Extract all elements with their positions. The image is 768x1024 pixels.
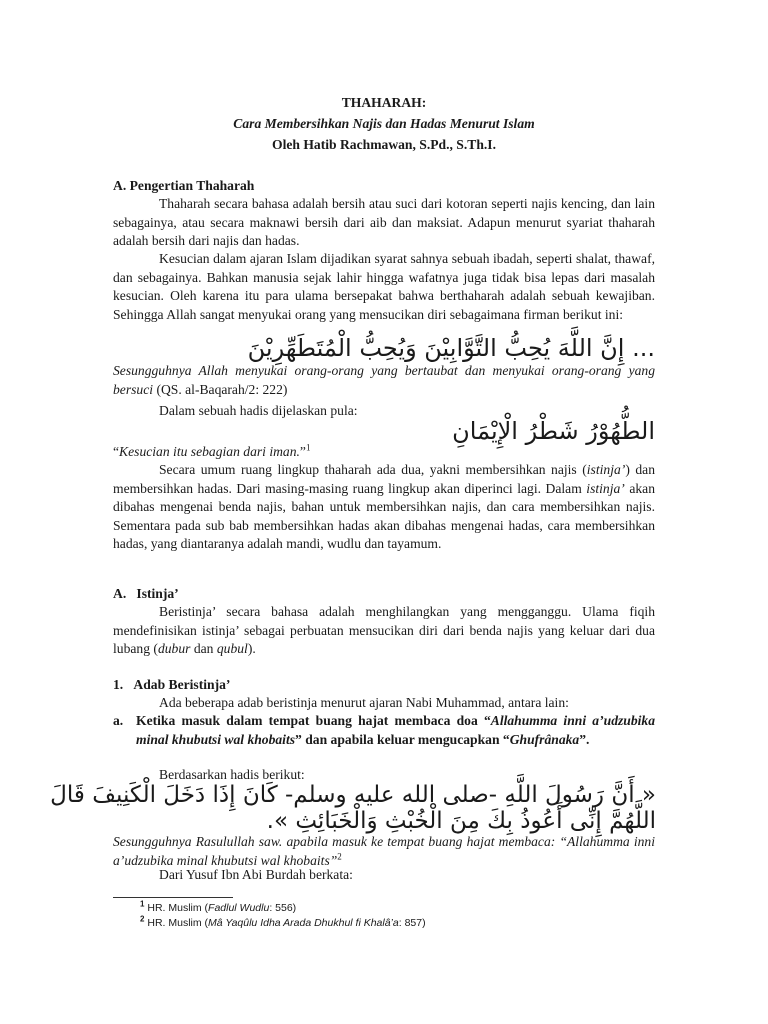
footnote-number: 2 [140, 914, 145, 924]
adab-translation-text: Sesungguhnya Rasulullah saw. apabila masuk ke tempat buang hajat membaca: “Allahumma inni a’udzubika minal khubutsi wal khobaits” [113, 834, 655, 868]
section-heading-pengertian: A. Pengertian Thaharah [113, 178, 255, 193]
arabic-hadith: الطُّهُوْرُ شَطْرُ الْإِيْمَانِ [452, 417, 655, 445]
list-marker-a: a. [113, 713, 124, 728]
footnote-2 [140, 916, 426, 930]
paragraph-kesucian: Kesucian dalam ajaran Islam dijadikan syarat sahnya sebuah ibadah, seperti shalat, thawaf, dan sebagainya. Bahkan manusia sejak lahir hingga wafatnya juga tidak bisa lepas dari masalah kesucian. Oleh karena itu para ulama bersepakat bahwa berthaharah adalah sebuah kewajiban. Sehingga Allah sangat menyukai orang yang mensucikan diri sebagaimana firman berikut ini: [113, 251, 655, 322]
footnote-source: Mâ Yaqûlu Idha Arada Dhukhul fi Khalâ’a [208, 917, 399, 929]
hadith-translation-text: Kesucian itu sebagian dari iman. [119, 444, 300, 459]
footnote-1 [140, 901, 296, 915]
text: ). [247, 641, 256, 656]
author-line: Oleh Hatib Rachmawan, S.Pd., S.Th.I. [272, 137, 496, 152]
list-item-a [136, 712, 655, 749]
footnote-divider [113, 897, 233, 898]
term-istinja: istinja’ [586, 480, 625, 496]
text: HR. Muslim ( [144, 902, 209, 914]
page-title: THAHARAH: [341, 95, 427, 110]
section-heading-istinja: A. Istinja’ [113, 586, 179, 601]
arabic-hadith-line-2: اللَّهُمَّ إِنِّى أَعُوذُ بِكَ مِنَ الْخُبْثِ وَالْخَبَائِثِ ». [266, 808, 656, 834]
adab-hadith-intro: Berdasarkan hadis berikut: [159, 767, 305, 782]
footnote-number: 1 [140, 899, 145, 909]
paragraph-istinja [113, 603, 655, 659]
text: ” dan apabila keluar mengucapkan “ [295, 731, 510, 747]
paragraph-definition: Thaharah secara bahasa adalah bersih atau suci dari kotoran seperti najis kencing, dan lain sebagainya, atau secara maknawi bersih dari aib dan maksiat. Adapun menurut syariat thaharah adalah bersih dari najis dan hadas. [113, 196, 655, 248]
arabic-hadith-line-1: « أَنَّ رَسُولَ اللَّهِ -صلى الله عليه وسلم- كَانَ إِذَا دَخَلَ الْكَنِيفَ قَالَ [50, 782, 656, 808]
ghufranaka-text: Ghufrânaka [509, 731, 580, 747]
verse-translation [113, 362, 655, 399]
text: : 857) [398, 917, 426, 929]
text: dan [190, 641, 217, 656]
footnote-ref-1[interactable]: 1 [305, 442, 311, 453]
section-heading-adab: 1. Adab Beristinja’ [113, 677, 231, 692]
text: HR. Muslim ( [144, 917, 209, 929]
text: Secara umum ruang lingkup thaharah ada dua, yakni membersihkan najis ( [159, 462, 587, 477]
text: ) dan membersihkan hadas. Dari masing-masing ruang lingkup akan diperinci lagi. Dalam [113, 462, 655, 496]
term-qubul: qubul [216, 641, 248, 656]
text: Ketika masuk dalam tempat buang hajat membaca doa “ [136, 713, 491, 728]
adab-translation [113, 833, 655, 870]
page-subtitle: Cara Membersihkan Najis dan Hadas Menurut Islam [233, 116, 535, 131]
footnote-source: Fadlul Wudlu [208, 902, 270, 914]
term-dubur: dubur [157, 641, 191, 656]
adab-intro: Ada beberapa adab beristinja menurut ajaran Nabi Muhammad, antara lain: [159, 695, 569, 710]
hadith-translation [113, 443, 655, 462]
text: Beristinja’ secara bahasa adalah menghilangkan yang mengganggu. Ulama fiqih mendefinisikan istinja’ sebagai perbuatan mensucikan diri dari benda najis yang keluar dari dua lubang ( [113, 604, 655, 656]
verse-source: (QS. al-Baqarah/2: 222) [156, 381, 288, 397]
footnote-ref-2[interactable]: 2 [337, 850, 342, 861]
next-line: Dari Yusuf Ibn Abi Burdah berkata: [159, 867, 353, 882]
arabic-verse: ... إِنَّ اللَّهَ يُحِبُّ التَّوَّابِيْنَ وَيُحِبُّ الْمُتَطَهِّرِيْنَ [247, 334, 655, 362]
doa-text: Allahumma inni a’udzubika minal khubutsi wal khobaits [136, 713, 656, 747]
text: : 556) [269, 902, 297, 914]
text: ”. [579, 731, 590, 747]
close-quote: ” [299, 444, 306, 459]
open-quote: “ [113, 444, 120, 459]
verse-translation-text: Sesungguhnya Allah menyukai orang-orang yang bertaubat dan menyukai orang-orang yang bersuci [113, 363, 655, 397]
hadith-intro: Dalam sebuah hadis dijelaskan pula: [159, 403, 358, 418]
paragraph-ruang-lingkup [113, 461, 655, 554]
term-istinja: istinja’ [586, 462, 626, 477]
text: akan dibahas mengenai benda najis, bahan untuk membersihkan najis, dan cara membersihkan najis. Sementara pada sub bab membersihkan hadas akan dibahas mengenai hadas, cara membersihkan hadas, yang diantaranya adalah mandi, wudlu dan tayamum. [113, 480, 656, 551]
